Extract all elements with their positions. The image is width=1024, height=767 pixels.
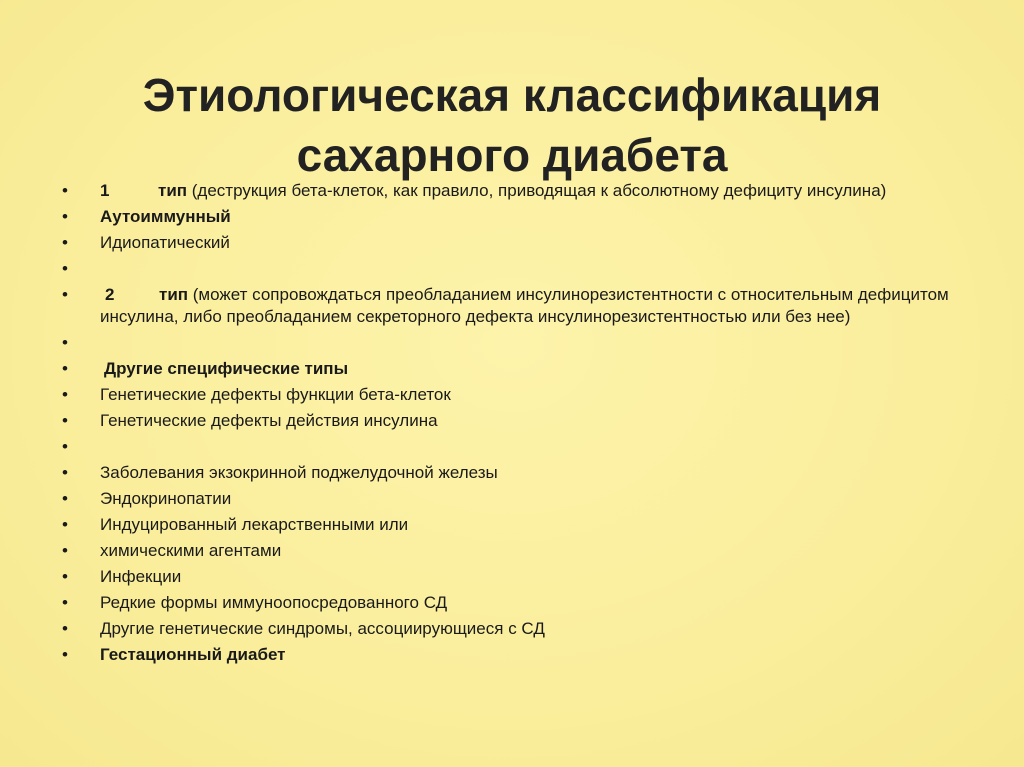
- title-line-2: сахарного диабета: [296, 128, 728, 181]
- bullet-icon: •: [62, 593, 68, 612]
- list-item: [60, 592, 980, 614]
- slide-title: [0, 65, 1024, 185]
- bullet-icon: •: [62, 333, 68, 352]
- list-item: [60, 180, 980, 202]
- list-item: [60, 462, 980, 484]
- classification-list: [60, 180, 980, 670]
- list-item: [60, 618, 980, 640]
- list-item-empty: [60, 436, 980, 458]
- bullet-icon: •: [62, 181, 68, 200]
- bullet-icon: •: [62, 385, 68, 404]
- list-item: [60, 284, 980, 328]
- item-text: Аутоиммунный: [100, 207, 231, 226]
- list-item: [60, 384, 980, 406]
- list-item: [60, 540, 980, 562]
- item-text: (может сопровождаться преобладанием инсулинорезистентности с относительным дефицитом инсулина, либо преобладанием секреторного дефекта инсулинорезистентностью или без нее): [100, 285, 949, 326]
- list-item: [60, 566, 980, 588]
- list-item: [60, 644, 980, 666]
- item-text: Другие генетические синдромы, ассоциирующиеся с СД: [100, 619, 545, 638]
- bullet-icon: •: [62, 233, 68, 252]
- bullet-icon: •: [62, 207, 68, 226]
- list-item: [60, 514, 980, 536]
- item-text: Индуцированный лекарственными или: [100, 515, 409, 534]
- list-item: [60, 232, 980, 254]
- type-number: 1: [100, 181, 110, 200]
- item-text: Гестационный диабет: [100, 645, 286, 664]
- bullet-icon: •: [62, 541, 68, 560]
- list-item: [60, 488, 980, 510]
- type-keyword: тип: [158, 181, 188, 200]
- item-text: Инфекции: [100, 567, 182, 586]
- bullet-icon: •: [62, 437, 68, 456]
- item-text: (деструкция бета-клеток, как правило, приводящая к абсолютному дефициту инсулина): [187, 181, 887, 200]
- bullet-icon: •: [62, 489, 68, 508]
- list-item: [60, 206, 980, 228]
- item-text: Другие специфические типы: [104, 359, 349, 378]
- bullet-icon: •: [62, 411, 68, 430]
- item-text: Генетические дефекты функции бета-клеток: [100, 385, 451, 404]
- item-text: Идиопатический: [100, 233, 230, 252]
- bullet-icon: •: [62, 259, 68, 278]
- bullet-icon: •: [62, 285, 68, 304]
- list-item: [60, 358, 980, 380]
- bullet-icon: •: [62, 619, 68, 638]
- bullet-icon: •: [62, 463, 68, 482]
- bullet-icon: •: [62, 645, 68, 664]
- list-item: [60, 410, 980, 432]
- bullet-icon: •: [62, 359, 68, 378]
- list-item-empty: [60, 258, 980, 280]
- item-text: химическими агентами: [100, 541, 282, 560]
- item-text: Редкие формы иммуноопосредованного СД: [100, 593, 448, 612]
- bullet-icon: •: [62, 567, 68, 586]
- bullet-icon: •: [62, 515, 68, 534]
- list-item-empty: [60, 332, 980, 354]
- item-text: Генетические дефекты действия инсулина: [100, 411, 438, 430]
- item-text: Эндокринопатии: [100, 489, 232, 508]
- item-text: Заболевания экзокринной поджелудочной железы: [100, 463, 498, 482]
- title-line-1: Этиологическая классификация: [142, 68, 882, 121]
- type-number: 2: [105, 285, 115, 304]
- type-keyword: тип: [159, 285, 189, 304]
